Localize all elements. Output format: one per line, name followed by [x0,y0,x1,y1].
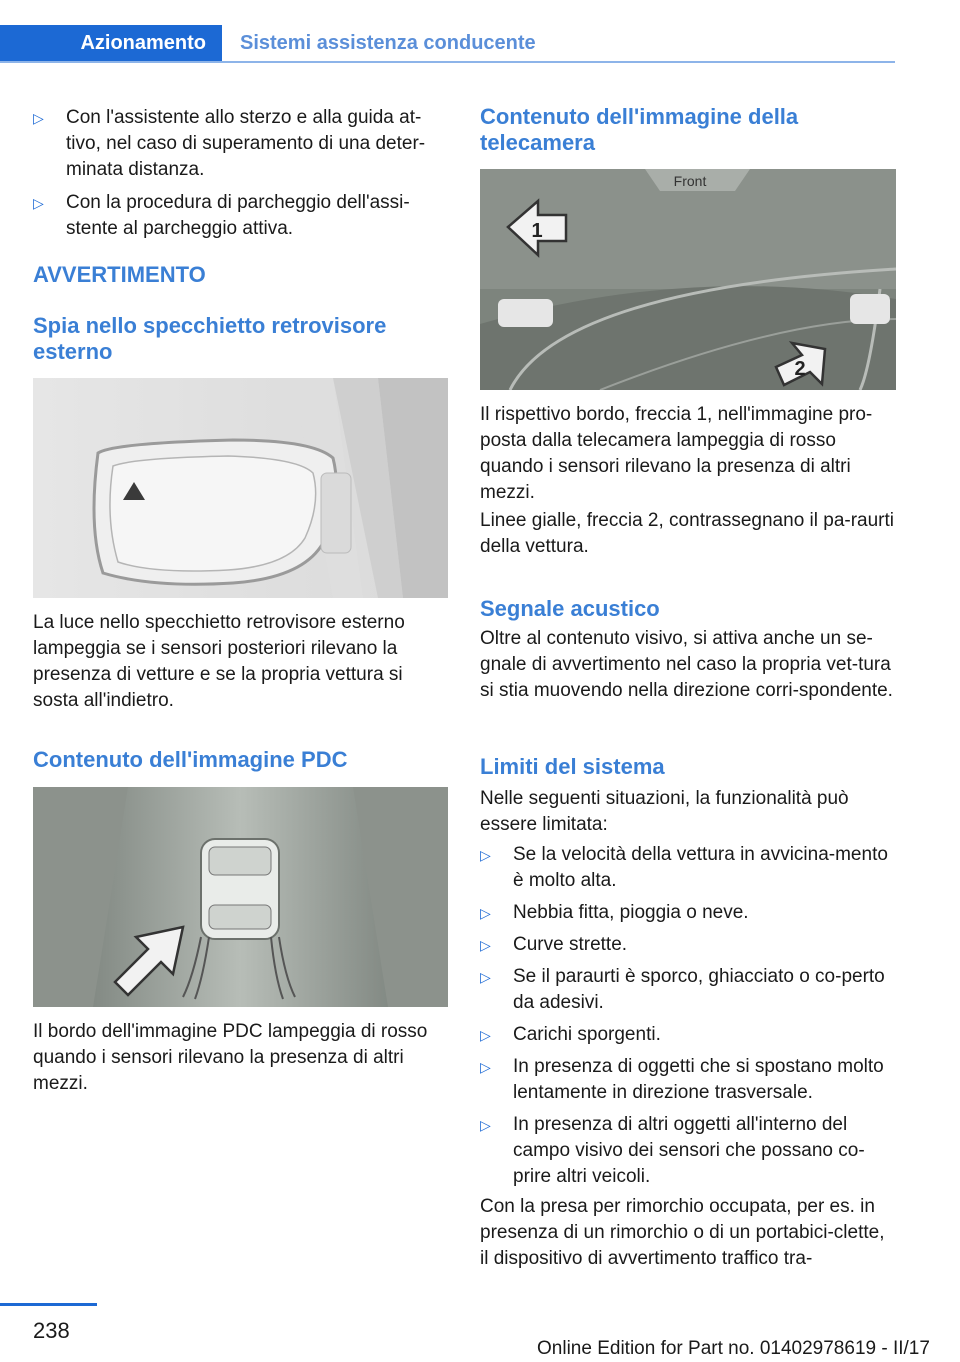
camera-illustration [480,169,896,390]
list-item: ▷ In presenza di altri oggetti all'interno del campo visivo dei sensori che possano co-prire altri veicoli. [480,1114,865,1187]
section-tab: Azionamento [0,25,222,61]
triangle-bullet-icon: ▷ [480,847,491,863]
camera-heading: Contenuto dell'immagine della telecamera [480,104,799,155]
list-item: ▷ Con l'assistente allo sterzo e alla guida at-tivo, nel caso di superamento di una deter-minata distanza. [33,107,426,180]
list-item: ▷ Se il paraurti è sporco, ghiacciato o co-perto da adesivi. [480,966,885,1013]
footer-rule [0,1303,97,1306]
pdc-description: Il bordo dell'immagine PDC lampeggia di rosso quando i sensori rilevano la presenza di altri mezzi. [33,1021,428,1094]
triangle-bullet-icon: ▷ [33,110,44,126]
list-item: ▷ Se la velocità della vettura in avvicina-mento è molto alta. [480,844,888,891]
triangle-bullet-icon: ▷ [480,1027,491,1043]
camera-description-1: Il rispettivo bordo, freccia 1, nell'immagine pro-posta dalla telecamera lampeggia di rosso quando i sensori rilevano la presenza di altri mezzi. [480,404,873,503]
list-item: ▷ Curve strette. [480,932,896,960]
triangle-bullet-icon: ▷ [480,1117,491,1133]
trailer-note: Con la presa per rimorchio occupata, per es. in presenza di un rimorchio o di un portabici-clette, il dispositivo di avvertimento traffico tra- [480,1196,885,1269]
triangle-bullet-icon: ▷ [33,195,44,211]
triangle-bullet-icon: ▷ [480,905,491,921]
warning-title: AVVERTIMENTO [33,262,206,287]
list-item: ▷ Nebbia fitta, pioggia o neve. [480,900,896,928]
edition-note: Online Edition for Part no. 01402978619 - II/17 [537,1338,930,1359]
subsection-tab: Sistemi assistenza conducente [240,31,536,54]
list-item: ▷ Carichi sporgenti. [480,1022,896,1050]
triangle-bullet-icon: ▷ [480,1059,491,1075]
camera-front-label: Front [673,173,707,189]
limits-intro: Nelle seguenti situazioni, la funzionalità può essere limitata: [480,788,849,835]
signal-description: Oltre al contenuto visivo, si attiva anche un se-gnale di avvertimento nel caso la propria vet-tura si stia muovendo nella direzione corri-spondente. [480,628,893,701]
limits-heading: Limiti del sistema [480,754,665,779]
camera-description-2: Linee gialle, freccia 2, contrassegnano il pa-raurti della vettura. [480,510,895,557]
triangle-bullet-icon: ▷ [480,969,491,985]
camera-arrow-2: 2 [794,358,806,380]
page-header [0,25,895,63]
signal-heading: Segnale acustico [480,596,660,621]
mirror-description: La luce nello specchietto retrovisore esterno lampeggia se i sensori posteriori rilevano la presenza di vetture e se la propria vettura si sosta all'indietro. [33,612,405,711]
mirror-illustration [33,378,448,598]
pdc-illustration [33,787,448,1007]
header-rule [0,61,895,63]
triangle-bullet-icon: ▷ [480,937,491,953]
mirror-heading: Spia nello specchietto retrovisore esterno [33,313,387,364]
list-item: ▷ In presenza di oggetti che si spostano molto lentamente in direzione trasversale. [480,1056,884,1103]
list-item: ▷ Con la procedura di parcheggio dell'assi-stente al parcheggio attiva. [33,192,410,239]
page-number: 238 [33,1318,70,1343]
pdc-heading: Contenuto dell'immagine PDC [33,747,348,772]
camera-arrow-1: 1 [531,220,543,242]
